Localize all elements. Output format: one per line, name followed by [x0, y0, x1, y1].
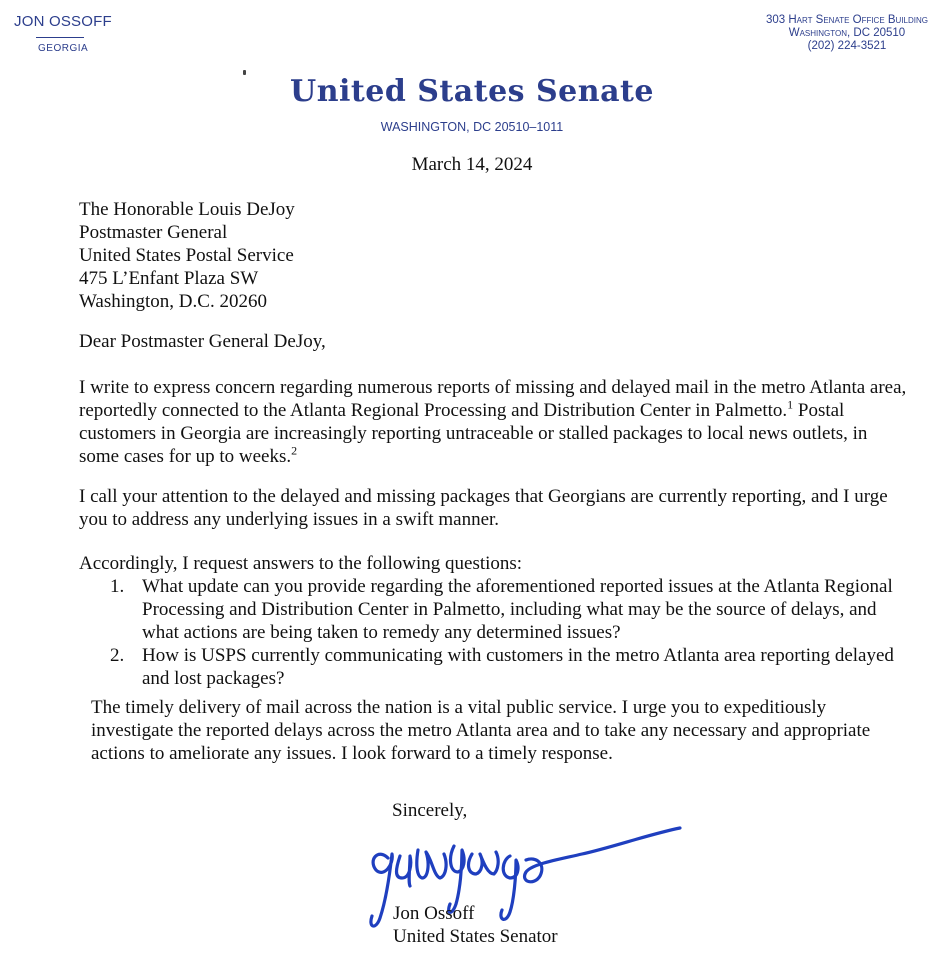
recipient-address	[79, 198, 295, 313]
paragraph-4: The timely delivery of mail across the nation is a vital public service. I urge you to expeditiously investigate the reported delays across the metro Atlanta area and to take any necessary and appropriate actions to ameliorate any issues. I look forward to a timely response.	[91, 697, 871, 764]
masthead-address: WASHINGTON, DC 20510–1011	[380, 120, 564, 134]
office-line: Washington, DC 20510	[788, 27, 906, 39]
office-line: (202) 224-3521	[807, 40, 887, 52]
salutation: Dear Postmaster General DeJoy,	[79, 331, 326, 352]
recipient-line: Postmaster General	[79, 222, 228, 243]
footnote-marker-1: 1	[787, 397, 794, 412]
question-number: 1.	[110, 576, 125, 597]
paragraph-1-part-a: I write to express concern regarding numerous reports of missing and delayed mail in the metro Atlanta area, reportedly connected to the Atlanta Regional Processing and Distribution Center in Palmetto.	[79, 377, 907, 421]
recipient-line: Washington, D.C. 20260	[79, 291, 267, 312]
senate-masthead: United States Senate	[290, 74, 654, 109]
question-item	[110, 644, 910, 690]
footnote-marker-2: 2	[291, 443, 298, 458]
office-address	[766, 14, 928, 53]
recipient-line: The Honorable Louis DeJoy	[79, 199, 295, 220]
sender-state: GEORGIA	[38, 43, 89, 54]
paragraph-1-part-b: Postal customers in Georgia are increasingly reporting untraceable or stalled packages to local news outlets, in some cases for up to weeks.	[79, 400, 868, 467]
signer-name: Jon Ossoff	[393, 903, 475, 924]
question-text: How is USPS currently communicating with customers in the metro Atlanta area reporting delayed and lost packages?	[142, 645, 894, 689]
paragraph-2: I call your attention to the delayed and missing packages that Georgians are currently reporting, and I urge you to address any underlying issues in a swift manner.	[79, 486, 888, 530]
office-line: 303 Hart Senate Office Building	[765, 14, 928, 26]
question-number: 2.	[110, 645, 125, 666]
sender-name: JON OSSOFF	[14, 13, 112, 30]
closing: Sincerely,	[392, 800, 468, 821]
letter-date: March 14, 2024	[411, 154, 533, 175]
questions-list	[110, 575, 910, 690]
sender-divider	[36, 37, 84, 38]
signer-title: United States Senator	[393, 926, 558, 947]
recipient-line: United States Postal Service	[79, 245, 294, 266]
recipient-line: 475 L’Enfant Plaza SW	[79, 268, 259, 289]
paragraph-3: Accordingly, I request answers to the following questions:	[79, 553, 523, 574]
question-item	[110, 575, 910, 644]
question-text: What update can you provide regarding the aforementioned reported issues at the Atlanta Regional Processing and Distribution Center in Palmetto, including what may be the source of delays, and what actions are being taken to remedy any determined issues?	[142, 576, 893, 643]
paragraph-1	[79, 376, 909, 468]
signer-block	[393, 902, 558, 948]
